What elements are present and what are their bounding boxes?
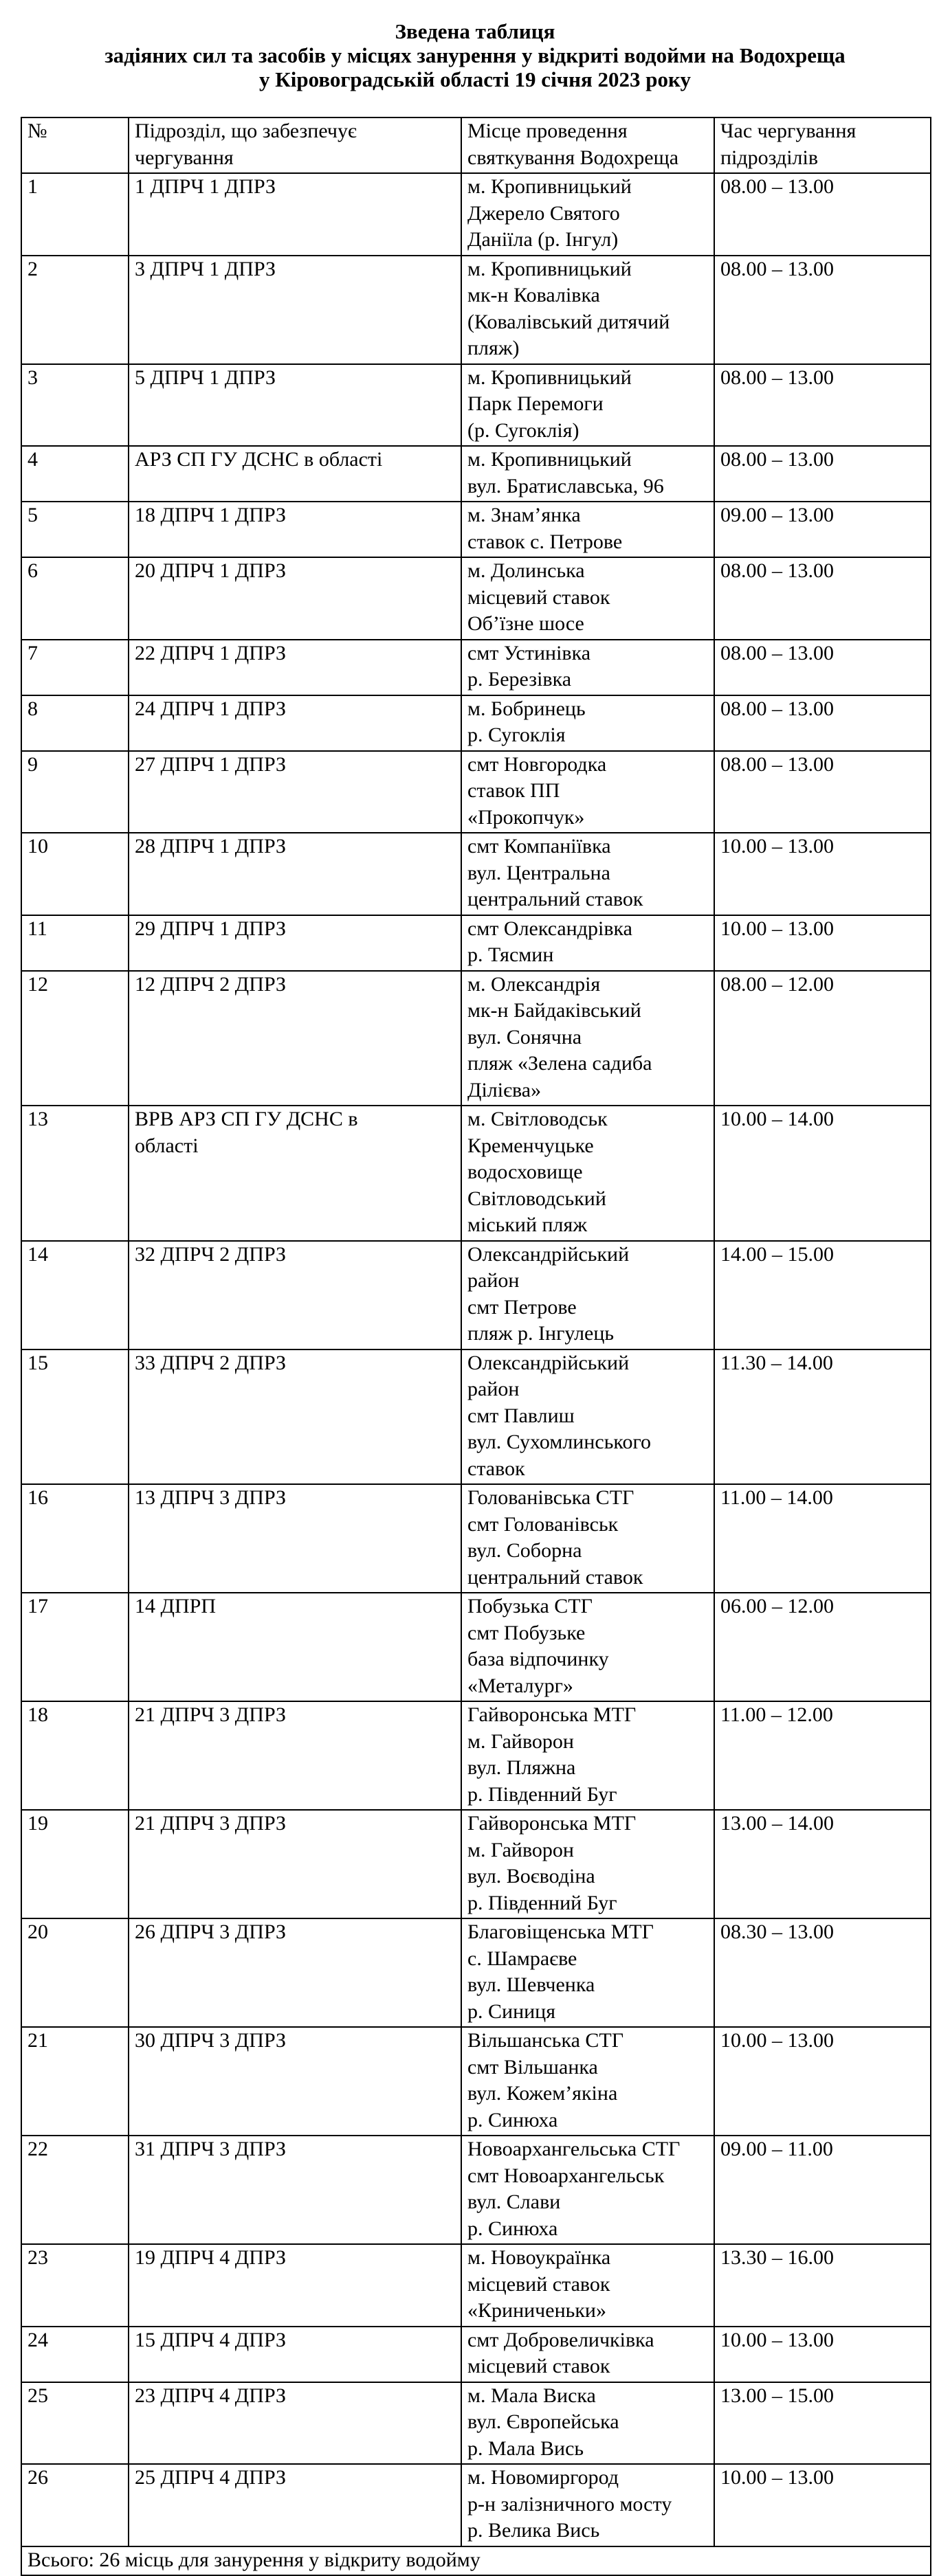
header-place-line: святкування Водохреща <box>467 146 679 169</box>
time-cell: 08.00 – 13.00 <box>714 695 931 751</box>
place-cell <box>461 915 714 971</box>
place-cell <box>461 173 714 256</box>
unit-cell <box>129 2027 461 2136</box>
unit-cell <box>129 971 461 1106</box>
place-line: вул. Соборна <box>467 1539 582 1562</box>
place-line: смт Устинівка <box>467 641 591 664</box>
time-cell: 06.00 – 12.00 <box>714 1593 931 1701</box>
unit-cell <box>129 557 461 640</box>
unit-line: 20 ДПРЧ 1 ДПРЗ <box>135 559 287 582</box>
place-line: м. Кропивницький <box>467 448 632 471</box>
place-line: база відпочинку <box>467 1648 609 1670</box>
table-row <box>21 2464 931 2546</box>
time-cell: 10.00 – 14.00 <box>714 1106 931 1241</box>
place-line: р. Велика Вись <box>467 2519 600 2542</box>
row-number: 24 <box>21 2327 129 2382</box>
table-row <box>21 833 931 915</box>
place-line: р. Березівка <box>467 668 572 691</box>
time-cell: 08.00 – 13.00 <box>714 446 931 502</box>
header-unit <box>129 117 461 173</box>
unit-line: 28 ДПРЧ 1 ДПРЗ <box>135 835 287 858</box>
total-text: Всього: 26 місць для занурення у відкриту водойму <box>21 2546 931 2576</box>
place-line: р. Синиця <box>467 2000 556 2023</box>
place-line: ставок с. Петрове <box>467 530 623 553</box>
table-row <box>21 1810 931 1918</box>
unit-line: АРЗ СП ГУ ДСНС в області <box>135 448 383 471</box>
unit-cell <box>129 173 461 256</box>
place-line: м. Новомиргород <box>467 2466 619 2489</box>
place-cell <box>461 256 714 364</box>
unit-line: 12 ДПРЧ 2 ДПРЗ <box>135 972 287 996</box>
unit-line: 1 ДПРЧ 1 ДПРЗ <box>135 175 276 198</box>
row-number: 23 <box>21 2244 129 2327</box>
title-line-1: Зведена таблиця <box>395 19 555 43</box>
place-cell <box>461 971 714 1106</box>
unit-cell <box>129 1918 461 2027</box>
place-line: Новоархангельська СТГ <box>467 2138 681 2160</box>
unit-line: 5 ДПРЧ 1 ДПРЗ <box>135 366 276 389</box>
place-cell <box>461 2244 714 2327</box>
place-line: Гайворонська МТГ <box>467 1812 637 1835</box>
unit-cell <box>129 2464 461 2546</box>
unit-cell <box>129 751 461 833</box>
header-number <box>21 117 129 173</box>
unit-cell <box>129 2327 461 2382</box>
header-place <box>461 117 714 173</box>
place-line: смт Побузьке <box>467 1621 586 1644</box>
time-cell: 08.00 – 13.00 <box>714 364 931 447</box>
row-number: 16 <box>21 1484 129 1593</box>
unit-cell <box>129 1484 461 1593</box>
table-row <box>21 2136 931 2244</box>
unit-line: 25 ДПРЧ 4 ДПРЗ <box>135 2466 287 2489</box>
unit-line: 18 ДПРЧ 1 ДПРЗ <box>135 504 287 526</box>
place-line: Кременчуцьке <box>467 1134 594 1157</box>
place-line: м. Кропивницький <box>467 175 632 198</box>
place-line: м. Новоукраїнка <box>467 2246 611 2269</box>
place-line: Об’їзне шосе <box>467 612 584 635</box>
place-line: вул. Воєводіна <box>467 1865 595 1888</box>
time-cell: 11.00 – 12.00 <box>714 1701 931 1810</box>
row-number: 6 <box>21 557 129 640</box>
unit-line: 26 ДПРЧ 3 ДПРЗ <box>135 1920 287 1943</box>
row-number: 17 <box>21 1593 129 1701</box>
place-cell <box>461 446 714 502</box>
table-row <box>21 2244 931 2327</box>
table-row <box>21 915 931 971</box>
place-line: Джерело Святого <box>467 201 620 225</box>
table-row <box>21 557 931 640</box>
time-cell: 11.30 – 14.00 <box>714 1349 931 1485</box>
unit-line: 33 ДПРЧ 2 ДПРЗ <box>135 1351 287 1374</box>
time-cell: 10.00 – 13.00 <box>714 2464 931 2546</box>
time-cell: 09.00 – 11.00 <box>714 2136 931 2244</box>
row-number: 13 <box>21 1106 129 1241</box>
unit-line: 32 ДПРЧ 2 ДПРЗ <box>135 1242 287 1266</box>
place-line: Голованівська СТГ <box>467 1486 634 1509</box>
place-line: смт Вільшанка <box>467 2055 598 2079</box>
row-number: 1 <box>21 173 129 256</box>
row-number: 14 <box>21 1241 129 1349</box>
place-line: Світловодський <box>467 1187 606 1210</box>
place-cell <box>461 1241 714 1349</box>
place-line: вул. Європейська <box>467 2410 619 2433</box>
place-line: Парк Перемоги <box>467 392 604 415</box>
unit-line: 23 ДПРЧ 4 ДПРЗ <box>135 2384 287 2407</box>
row-number: 9 <box>21 751 129 833</box>
table-row <box>21 1593 931 1701</box>
unit-cell <box>129 256 461 364</box>
table-row <box>21 1241 931 1349</box>
place-line: Благовіщенська МТГ <box>467 1920 654 1943</box>
time-cell: 08.00 – 13.00 <box>714 751 931 833</box>
unit-cell <box>129 502 461 557</box>
time-cell: 08.30 – 13.00 <box>714 1918 931 2027</box>
place-line: (р. Сугоклія) <box>467 418 579 442</box>
place-cell <box>461 1484 714 1593</box>
unit-line: 29 ДПРЧ 1 ДПРЗ <box>135 917 287 940</box>
place-line: м. Мала Виска <box>467 2384 596 2407</box>
row-number: 21 <box>21 2027 129 2136</box>
place-line: Вільшанська СТГ <box>467 2029 624 2052</box>
unit-line: 13 ДПРЧ 3 ДПРЗ <box>135 1486 287 1509</box>
row-number: 22 <box>21 2136 129 2244</box>
place-cell <box>461 2382 714 2465</box>
header-unit-line: чергування <box>135 146 234 169</box>
place-line: вул. Пляжна <box>467 1756 576 1779</box>
place-line: м. Гайворон <box>467 1838 574 1861</box>
place-cell <box>461 751 714 833</box>
document-title <box>0 19 950 91</box>
place-line: центральний ставок <box>467 1565 643 1589</box>
place-line: р. Тясмин <box>467 943 554 966</box>
place-line: вул. Кожем’якіна <box>467 2082 618 2105</box>
time-cell: 08.00 – 13.00 <box>714 173 931 256</box>
row-number: 2 <box>21 256 129 364</box>
row-number: 15 <box>21 1349 129 1485</box>
place-line: р. Південний Буг <box>467 1891 617 1914</box>
row-number: 8 <box>21 695 129 751</box>
place-line: м. Долинська <box>467 559 585 582</box>
unit-cell <box>129 364 461 447</box>
place-line: м. Знам’янка <box>467 504 581 526</box>
place-line: м. Кропивницький <box>467 257 632 280</box>
unit-line: 15 ДПРЧ 4 ДПРЗ <box>135 2328 287 2351</box>
table-row <box>21 2327 931 2382</box>
time-cell: 13.30 – 16.00 <box>714 2244 931 2327</box>
place-line: пляж) <box>467 337 520 359</box>
place-line: пляж «Зелена садиба <box>467 1052 652 1075</box>
time-cell: 13.00 – 14.00 <box>714 1810 931 1918</box>
unit-line: 19 ДПРЧ 4 ДПРЗ <box>135 2246 287 2269</box>
time-cell: 11.00 – 14.00 <box>714 1484 931 1593</box>
total-row <box>21 2546 931 2576</box>
place-line: вул. Слави <box>467 2191 561 2213</box>
place-line: ставок ПП <box>467 779 560 802</box>
place-cell <box>461 695 714 751</box>
place-cell <box>461 1106 714 1241</box>
table-row <box>21 1106 931 1241</box>
time-cell: 14.00 – 15.00 <box>714 1241 931 1349</box>
row-number: 10 <box>21 833 129 915</box>
unit-line: 31 ДПРЧ 3 ДПРЗ <box>135 2138 287 2160</box>
table-row <box>21 640 931 695</box>
place-line: центральний ставок <box>467 888 643 910</box>
unit-line: 21 ДПРЧ 3 ДПРЗ <box>135 1812 287 1835</box>
place-line: вул. Братиславська, 96 <box>467 474 664 497</box>
title-line-3: у Кіровоградській області 19 січня 2023 року <box>259 67 691 91</box>
place-line: місцевий ставок <box>467 2272 610 2296</box>
header-place-line: Місце проведення <box>467 120 628 142</box>
place-cell <box>461 833 714 915</box>
header-unit-line: Підрозділ, що забезпечує <box>135 120 357 142</box>
place-line: смт Новгородка <box>467 752 607 776</box>
row-number: 3 <box>21 364 129 447</box>
unit-line: 14 ДПРП <box>135 1595 216 1617</box>
time-cell: 10.00 – 13.00 <box>714 915 931 971</box>
place-line: Олександрійський <box>467 1351 630 1374</box>
table-row <box>21 173 931 256</box>
unit-line: 24 ДПРЧ 1 ДПРЗ <box>135 697 287 720</box>
header-time-line: Час чергування <box>720 120 857 142</box>
table-row <box>21 751 931 833</box>
place-line: м. Кропивницький <box>467 366 632 389</box>
table-row <box>21 364 931 447</box>
place-line: смт Павлиш <box>467 1404 575 1427</box>
header-number-line: № <box>27 120 47 142</box>
table-row <box>21 1701 931 1810</box>
place-cell <box>461 2327 714 2382</box>
place-line: м. Бобринець <box>467 697 586 720</box>
place-line: смт Новоархангельськ <box>467 2164 665 2187</box>
place-line: смт Олександрівка <box>467 917 632 940</box>
place-line: «Криниченьки» <box>467 2299 606 2322</box>
place-line: вул. Сухомлинського <box>467 1431 652 1453</box>
row-number: 7 <box>21 640 129 695</box>
row-number: 18 <box>21 1701 129 1810</box>
table-row <box>21 1484 931 1593</box>
table-row <box>21 256 931 364</box>
place-line: мк-н Ковалівка <box>467 284 600 306</box>
place-cell <box>461 2136 714 2244</box>
table-row <box>21 446 931 502</box>
time-cell: 09.00 – 13.00 <box>714 502 931 557</box>
place-line: р-н залізничного мосту <box>467 2492 672 2516</box>
row-number: 5 <box>21 502 129 557</box>
duty-table <box>21 117 931 2576</box>
table-row <box>21 1918 931 2027</box>
place-cell <box>461 2027 714 2136</box>
place-line: смт Голованівськ <box>467 1512 619 1536</box>
place-cell <box>461 1810 714 1918</box>
row-number: 11 <box>21 915 129 971</box>
place-line: район <box>467 1378 520 1400</box>
place-cell <box>461 1918 714 2027</box>
place-line: вул. Шевченка <box>467 1973 595 1996</box>
table-row <box>21 502 931 557</box>
time-cell: 10.00 – 13.00 <box>714 2327 931 2382</box>
place-line: р. Південний Буг <box>467 1782 617 1806</box>
unit-line: ВРВ АРЗ СП ГУ ДСНС в <box>135 1108 358 1130</box>
place-line: водосховище <box>467 1161 583 1183</box>
place-cell <box>461 557 714 640</box>
unit-cell <box>129 1349 461 1485</box>
time-cell: 08.00 – 12.00 <box>714 971 931 1106</box>
place-line: ставок <box>467 1457 525 1480</box>
unit-line: 27 ДПРЧ 1 ДПРЗ <box>135 752 287 776</box>
place-line: смт Компаніївка <box>467 835 611 858</box>
place-line: Ділієва» <box>467 1078 542 1101</box>
time-cell: 08.00 – 13.00 <box>714 557 931 640</box>
unit-cell <box>129 640 461 695</box>
unit-line: 22 ДПРЧ 1 ДПРЗ <box>135 641 287 664</box>
place-line: Гайворонська МТГ <box>467 1703 637 1726</box>
unit-cell <box>129 1701 461 1810</box>
place-line: р. Синюха <box>467 2217 558 2240</box>
unit-cell <box>129 1810 461 1918</box>
place-line: Олександрійський <box>467 1242 630 1266</box>
place-cell <box>461 364 714 447</box>
place-line: вул. Сонячна <box>467 1025 582 1049</box>
unit-cell <box>129 915 461 971</box>
header-time <box>714 117 931 173</box>
row-number: 19 <box>21 1810 129 1918</box>
time-cell: 08.00 – 13.00 <box>714 256 931 364</box>
table-row <box>21 2382 931 2465</box>
place-cell <box>461 502 714 557</box>
unit-cell <box>129 2136 461 2244</box>
time-cell: 08.00 – 13.00 <box>714 640 931 695</box>
unit-cell <box>129 1593 461 1701</box>
place-line: (Ковалівський дитячий <box>467 310 670 333</box>
place-line: р. Мала Вись <box>467 2437 584 2460</box>
unit-cell <box>129 1241 461 1349</box>
unit-line: 3 ДПРЧ 1 ДПРЗ <box>135 257 276 280</box>
place-line: «Металург» <box>467 1674 573 1697</box>
place-line: м. Світловодськ <box>467 1108 608 1130</box>
place-cell <box>461 1349 714 1485</box>
place-line: Побузька СТГ <box>467 1595 593 1617</box>
unit-cell <box>129 446 461 502</box>
place-line: с. Шамраєве <box>467 1947 577 1970</box>
unit-cell <box>129 695 461 751</box>
unit-cell <box>129 2244 461 2327</box>
unit-line: 21 ДПРЧ 3 ДПРЗ <box>135 1703 287 1726</box>
place-line: вул. Центральна <box>467 861 610 884</box>
unit-cell <box>129 833 461 915</box>
row-number: 26 <box>21 2464 129 2546</box>
place-line: місцевий ставок <box>467 585 610 609</box>
table-row <box>21 2027 931 2136</box>
place-cell <box>461 2464 714 2546</box>
title-line-2: задіяних сил та засобів у місцях занурення у відкриті водойми на Водохреща <box>104 43 846 67</box>
place-cell <box>461 1593 714 1701</box>
place-cell <box>461 1701 714 1810</box>
place-line: Даніїла (р. Інгул) <box>467 228 619 251</box>
place-line: р. Сугоклія <box>467 724 566 746</box>
place-line: р. Синюха <box>467 2108 558 2131</box>
time-cell: 10.00 – 13.00 <box>714 833 931 915</box>
unit-cell <box>129 1106 461 1241</box>
row-number: 20 <box>21 1918 129 2027</box>
row-number: 12 <box>21 971 129 1106</box>
place-line: «Прокопчук» <box>467 805 585 829</box>
place-cell <box>461 640 714 695</box>
header-time-line: підрозділів <box>720 146 819 169</box>
table-body <box>21 173 931 2575</box>
place-line: район <box>467 1269 520 1292</box>
unit-line: 30 ДПРЧ 3 ДПРЗ <box>135 2029 287 2052</box>
place-line: мк-н Байдаківський <box>467 999 641 1022</box>
table-row <box>21 971 931 1106</box>
place-line: пляж р. Інгулець <box>467 1322 615 1345</box>
place-line: м. Олександрія <box>467 972 601 996</box>
unit-line: області <box>135 1134 199 1157</box>
place-line: м. Гайворон <box>467 1729 574 1753</box>
time-cell: 13.00 – 15.00 <box>714 2382 931 2465</box>
table-row <box>21 695 931 751</box>
row-number: 4 <box>21 446 129 502</box>
table-row <box>21 1349 931 1485</box>
table-header-row <box>21 117 931 173</box>
unit-cell <box>129 2382 461 2465</box>
row-number: 25 <box>21 2382 129 2465</box>
time-cell: 10.00 – 13.00 <box>714 2027 931 2136</box>
place-line: місцевий ставок <box>467 2355 610 2377</box>
place-line: міський пляж <box>467 1213 588 1236</box>
place-line: смт Добровеличківка <box>467 2328 654 2351</box>
place-line: смт Петрове <box>467 1295 577 1319</box>
